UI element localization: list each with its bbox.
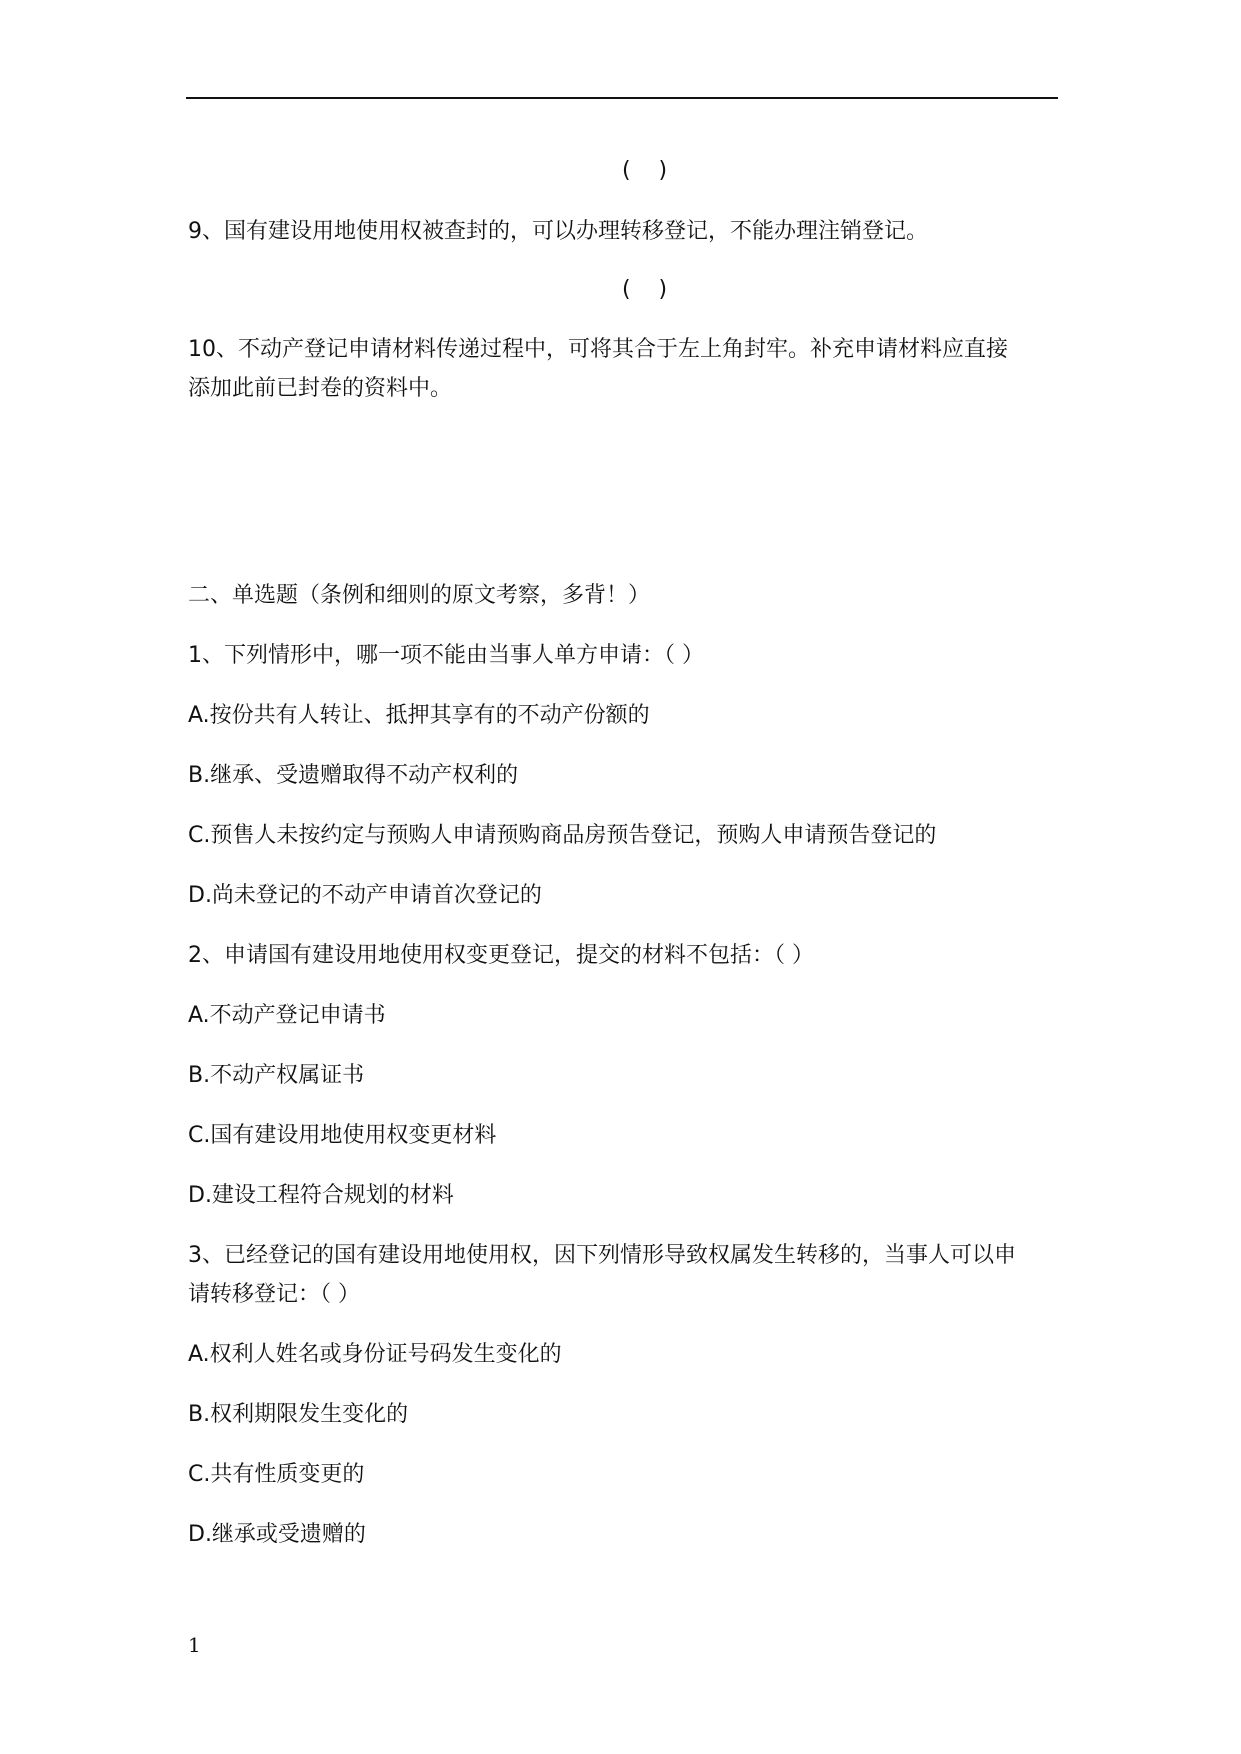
question-1-option-c: C.预售人未按约定与预购人申请预购商品房预告登记，预购人申请预告登记的: [188, 823, 937, 848]
question-2-option-a: A.不动产登记申请书: [188, 1003, 386, 1028]
judgment-question-9: 9、国有建设用地使用权被查封的，可以办理转移登记，不能办理注销登记。: [188, 219, 928, 244]
question-3-stem-line-2: 请转移登记：（ ）: [188, 1282, 360, 1307]
question-3-option-b: B.权利期限发生变化的: [188, 1402, 409, 1427]
judgment-question-10-line-1: 10、不动产登记申请材料传递过程中，可将其合于左上角封牢。补充申请材料应直接: [188, 337, 1008, 362]
answer-blank-8: ( ): [622, 158, 668, 183]
question-2-option-c: C.国有建设用地使用权变更材料: [188, 1123, 497, 1148]
judgment-question-10-line-2: 添加此前已封卷的资料中。: [188, 376, 453, 401]
question-3-option-c: C.共有性质变更的: [188, 1462, 365, 1487]
question-1-option-b: B.继承、受遗赠取得不动产权利的: [188, 763, 519, 788]
answer-blank-9: ( ): [622, 277, 668, 302]
question-3-option-d: D.继承或受遗赠的: [188, 1522, 366, 1547]
question-2-option-b: B.不动产权属证书: [188, 1063, 365, 1088]
page-number: 1: [188, 1633, 201, 1657]
header-rule: [186, 97, 1058, 99]
question-2-option-d: D.建设工程符合规划的材料: [188, 1183, 454, 1208]
question-1-stem: 1、下列情形中，哪一项不能由当事人单方申请：（ ）: [188, 643, 704, 668]
question-1-option-a: A.按份共有人转让、抵押其享有的不动产份额的: [188, 703, 650, 728]
question-3-stem-line-1: 3、已经登记的国有建设用地使用权，因下列情形导致权属发生转移的，当事人可以申: [188, 1243, 1016, 1268]
question-2-stem: 2、申请国有建设用地使用权变更登记，提交的材料不包括：（ ）: [188, 943, 814, 968]
section-heading: 二、单选题（条例和细则的原文考察，多背！）: [188, 583, 651, 608]
question-1-option-d: D.尚未登记的不动产申请首次登记的: [188, 883, 542, 908]
question-3-option-a: A.权利人姓名或身份证号码发生变化的: [188, 1342, 562, 1367]
